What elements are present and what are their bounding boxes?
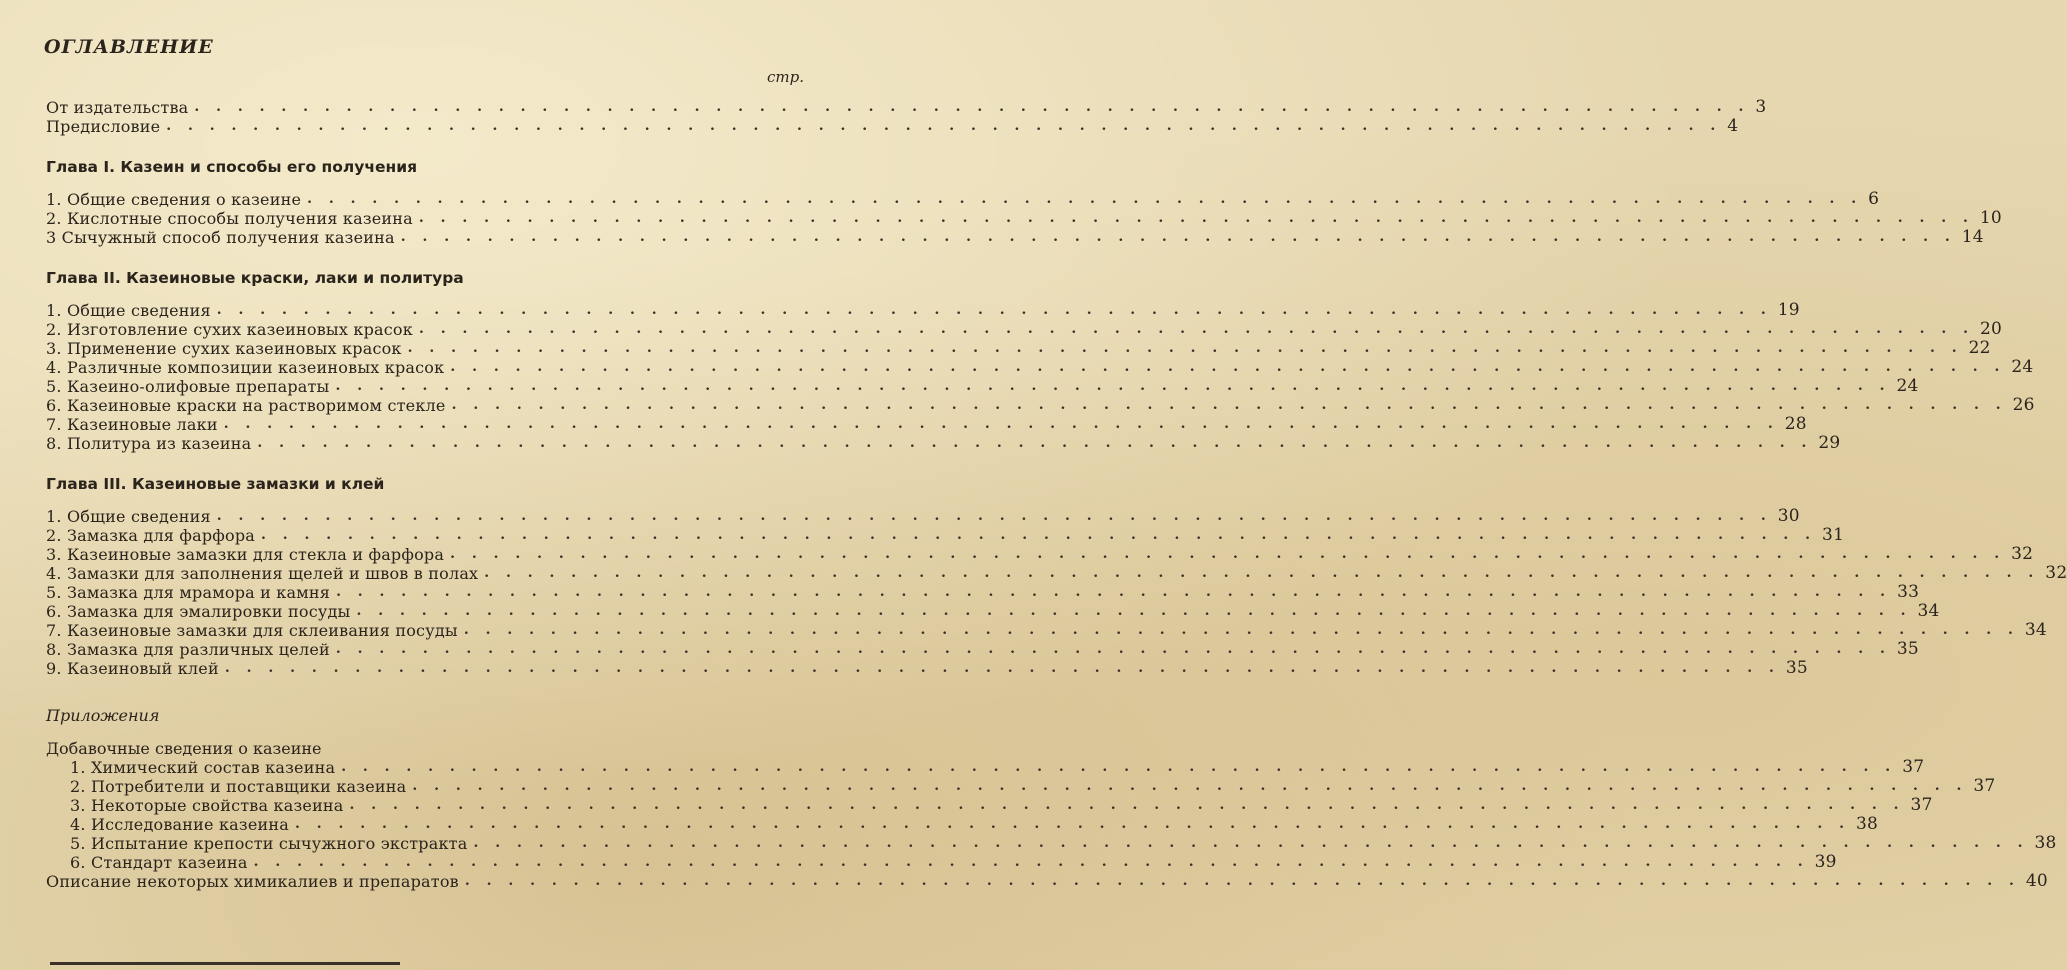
toc-entry [46,357,2034,377]
dot-leader: . . . . . . . . . . . . . . . . . . . . . . . . . . . . . . . . . . . . . . . . . . . . . . . . . . . . . . . . . . . . . . . . . . . . . . . . [253,854,1809,870]
dot-leader: . . . . . . . . . . . . . . . . . . . . . . . . . . . . . . . . . . . . . . . . . . . . . . . . . . . . . . . . . . . . . . . . . . . . . . . . [450,546,2006,562]
entry-page-number: 35 [1785,658,1808,678]
dot-leader: . . . . . . . . . . . . . . . . . . . . . . . . . . . . . . . . . . . . . . . . . . . . . . . . . . . . . . . . . . . . . . . . . . . . . . . . [336,584,1892,600]
toc-entry [46,852,1837,872]
toc-entry [46,639,1919,659]
entry-page-number: 4 [1727,116,1739,136]
entry-title: 2. Изготовление сухих казеиновых красок [46,320,413,339]
dot-leader: . . . . . . . . . . . . . . . . . . . . . . . . . . . . . . . . . . . . . . . . . . . . . . . . . . . . . . . . . . . . . . . . . . . . . . . . [418,210,1974,226]
entry-page-number: 33 [1897,582,1920,602]
entry-title: 4. Исследование казеина [70,815,289,834]
toc-entry [46,544,2034,564]
entry-title: 8. Замазка для различных целей [46,640,330,659]
entry-page-number: 35 [1896,639,1919,659]
toc-page [44,36,2067,891]
entry-title: 2. Потребители и поставщики казеина [70,777,407,796]
entry-page-number: 10 [1979,208,2002,228]
entry-title: 5. Замазка для мрамора и камня [46,583,331,602]
dot-leader: . . . . . . . . . . . . . . . . . . . . . . . . . . . . . . . . . . . . . . . . . . . . . . . . . . . . . . . . . . . . . . . . . . . . . . . . [464,873,2020,889]
dot-leader: . . . . . . . . . . . . . . . . . . . . . . . . . . . . . . . . . . . . . . . . . . . . . . . . . . . . . . . . . . . . . . . . . . . . . . . . [412,778,1968,794]
entry-title: От издательства [46,98,189,117]
entry-page-number: 28 [1784,414,1807,434]
entry-page-number: 19 [1777,300,1800,320]
toc-title: ОГЛАВЛЕНИЕ [44,36,214,58]
entry-title: 6. Стандарт казеина [70,853,248,872]
toc-entry [46,776,1996,796]
appendix-last-entry [46,871,2048,891]
toc-entry [46,563,2067,583]
dot-leader: . . . . . . . . . . . . . . . . . . . . . . . . . . . . . . . . . . . . . . . . . . . . . . . . . . . . . . . . . . . . . . . . . . . . . . . . [418,321,1974,337]
entry-page-number: 14 [1961,227,1984,247]
bottom-rule [50,962,400,965]
entry-page-number: 37 [1902,757,1925,777]
dot-leader: . . . . . . . . . . . . . . . . . . . . . . . . . . . . . . . . . . . . . . . . . . . . . . . . . . . . . . . . . . . . . . . . . . . . . . . . [473,835,2029,851]
dot-leader: . . . . . . . . . . . . . . . . . . . . . . . . . . . . . . . . . . . . . . . . . . . . . . . . . . . . . . . . . . . . . . . . . . . . . . . . [400,229,1956,245]
entry-page-number: 34 [2024,620,2047,640]
entry-page-number: 24 [2011,357,2034,377]
dot-leader: . . . . . . . . . . . . . . . . . . . . . . . . . . . . . . . . . . . . . . . . . . . . . . . . . . . . . . . . . . . . . . . . . . . . . . . . [463,622,2019,638]
entry-title: 6. Казеиновые краски на растворимом стекле [46,396,446,415]
entry-page-number: 31 [1822,525,1845,545]
page-column-label: стр. [767,68,804,86]
dot-leader: . . . . . . . . . . . . . . . . . . . . . . . . . . . . . . . . . . . . . . . . . . . . . . . . . . . . . . . . . . . . . . . . . . . . . . . . [335,641,1891,657]
appendix-intro: Добавочные сведения о казеине [46,739,322,758]
dot-leader: . . . . . . . . . . . . . . . . . . . . . . . . . . . . . . . . . . . . . . . . . . . . . . . . . . . . . . . . . . . . . . . . . . . . . . . . [407,340,1963,356]
appendix-heading: Приложения [46,706,160,725]
entry-page-number: 24 [1896,376,1919,396]
entry-title: 8. Политура из казеина [46,434,252,453]
chapter-heading: Глава III. Казеиновые замазки и клей [46,475,385,493]
dot-leader: . . . . . . . . . . . . . . . . . . . . . . . . . . . . . . . . . . . . . . . . . . . . . . . . . . . . . . . . . . . . . . . . . . . . . . . . [451,397,2007,413]
entry-title: 1. Химический состав казеина [70,758,336,777]
dot-leader: . . . . . . . . . . . . . . . . . . . . . . . . . . . . . . . . . . . . . . . . . . . . . . . . . . . . . . . . . . . . . . . . . . . . . . . . [257,435,1813,451]
toc-entry [46,376,1919,396]
toc-entry [46,97,1767,117]
toc-entry [46,814,1879,834]
entry-page-number: 34 [1917,601,1940,621]
entry-title: 7. Казеиновые лаки [46,415,218,434]
toc-entry [46,506,1800,526]
toc-entry [46,300,1800,320]
entry-title: 2. Кислотные способы получения казеина [46,209,413,228]
toc-entry [46,227,1984,247]
dot-leader: . . . . . . . . . . . . . . . . . . . . . . . . . . . . . . . . . . . . . . . . . . . . . . . . . . . . . . . . . . . . . . . . . . . . . . . . [484,565,2040,581]
entry-title: 1. Общие сведения [46,507,211,526]
dot-leader: . . . . . . . . . . . . . . . . . . . . . . . . . . . . . . . . . . . . . . . . . . . . . . . . . . . . . . . . . . . . . . . . . . . . . . . . [356,603,1912,619]
entry-title: Описание некоторых химикалиев и препаратов [46,872,459,891]
entry-page-number: 32 [2045,563,2067,583]
entry-title: 2. Замазка для фарфора [46,526,256,545]
toc-entry [46,833,2057,853]
entry-page-number: 39 [1814,852,1837,872]
appendix-list [46,757,2057,872]
dot-leader: . . . . . . . . . . . . . . . . . . . . . . . . . . . . . . . . . . . . . . . . . . . . . . . . . . . . . . . . . . . . . . . . . . . . . . . . [261,527,1817,543]
dot-leader: . . . . . . . . . . . . . . . . . . . . . . . . . . . . . . . . . . . . . . . . . . . . . . . . . . . . . . . . . . . . . . . . . . . . . . . . [216,508,1772,524]
entry-title: 5. Казеино-олифовые препараты [46,377,330,396]
toc-entry [46,525,1845,545]
dot-leader: . . . . . . . . . . . . . . . . . . . . . . . . . . . . . . . . . . . . . . . . . . . . . . . . . . . . . . . . . . . . . . . . . . . . . . . . [335,378,1891,394]
entry-page-number: 38 [2034,833,2057,853]
entry-page-number: 26 [2012,395,2035,415]
entry-title: Предисловие [46,117,161,136]
chapter-heading: Глава II. Казеиновые краски, лаки и политура [46,269,464,287]
dot-leader: . . . . . . . . . . . . . . . . . . . . . . . . . . . . . . . . . . . . . . . . . . . . . . . . . . . . . . . . . . . . . . . . . . . . . . . . [341,759,1897,775]
entry-title: 4. Различные композиции казеиновых красок [46,358,445,377]
entry-title: 3. Применение сухих казеиновых красок [46,339,402,358]
entry-page-number: 29 [1818,433,1841,453]
toc-entry [46,116,1739,136]
toc-entry [46,582,1920,602]
dot-leader: . . . . . . . . . . . . . . . . . . . . . . . . . . . . . . . . . . . . . . . . . . . . . . . . . . . . . . . . . . . . . . . . . . . . . . . . [216,302,1772,318]
toc-entry [46,319,2002,339]
dot-leader: . . . . . . . . . . . . . . . . . . . . . . . . . . . . . . . . . . . . . . . . . . . . . . . . . . . . . . . . . . . . . . . . . . . . . . . . [223,416,1779,432]
entry-page-number: 30 [1777,506,1800,526]
toc-entry [46,414,1807,434]
entry-page-number: 37 [1910,795,1933,815]
entry-page-number: 40 [2025,871,2048,891]
entry-title: 1. Общие сведения о казеине [46,190,302,209]
toc-entry [46,871,2048,891]
entry-title: 1. Общие сведения [46,301,211,320]
toc-entry [46,338,1991,358]
toc-entry [46,601,1940,621]
dot-leader: . . . . . . . . . . . . . . . . . . . . . . . . . . . . . . . . . . . . . . . . . . . . . . . . . . . . . . . . . . . . . . . . . . . . . . . . [166,118,1722,134]
toc-entry [46,620,2047,640]
entry-title: 4. Замазки для заполнения щелей и швов в полах [46,564,479,583]
entry-title: 3. Казеиновые замазки для стекла и фарфора [46,545,445,564]
front-matter-list [46,97,1767,136]
entry-title: 7. Казеиновые замазки для склеивания посуды [46,621,458,640]
entry-page-number: 3 [1755,97,1767,117]
entry-page-number: 32 [2011,544,2034,564]
dot-leader: . . . . . . . . . . . . . . . . . . . . . . . . . . . . . . . . . . . . . . . . . . . . . . . . . . . . . . . . . . . . . . . . . . . . . . . . [450,359,2006,375]
toc-entry [46,757,1925,777]
entry-title: 9. Казеиновый клей [46,659,219,678]
toc-entry [46,795,1933,815]
entry-title: 3. Некоторые свойства казеина [70,796,344,815]
entry-page-number: 20 [1979,319,2002,339]
entry-title: 6. Замазка для эмалировки посуды [46,602,351,621]
entry-page-number: 38 [1855,814,1879,834]
dot-leader: . . . . . . . . . . . . . . . . . . . . . . . . . . . . . . . . . . . . . . . . . . . . . . . . . . . . . . . . . . . . . . . . . . . . . . . . [349,797,1905,813]
entry-title: 3 Сычужный способ получения казеина [46,228,395,247]
dot-leader: . . . . . . . . . . . . . . . . . . . . . . . . . . . . . . . . . . . . . . . . . . . . . . . . . . . . . . . . . . . . . . . . . . . . . . . . [194,99,1750,115]
entry-page-number: 6 [1868,189,1880,209]
chapters [46,158,2067,678]
toc-entry [46,208,2002,228]
dot-leader: . . . . . . . . . . . . . . . . . . . . . . . . . . . . . . . . . . . . . . . . . . . . . . . . . . . . . . . . . . . . . . . . . . . . . . . . [224,660,1780,676]
toc-entry [46,433,1841,453]
toc-entry [46,658,1808,678]
toc-entry [46,395,2035,415]
entry-page-number: 22 [1968,338,1991,358]
dot-leader: . . . . . . . . . . . . . . . . . . . . . . . . . . . . . . . . . . . . . . . . . . . . . . . . . . . . . . . . . . . . . . . . . . . . . . . . [307,191,1863,207]
entry-page-number: 37 [1973,776,1996,796]
chapter-heading: Глава I. Казеин и способы его получения [46,158,418,176]
dot-leader: . . . . . . . . . . . . . . . . . . . . . . . . . . . . . . . . . . . . . . . . . . . . . . . . . . . . . . . . . . . . . . . . . . . . . . . . [294,816,1850,832]
toc-entry [46,189,1880,209]
entry-title: 5. Испытание крепости сычужного экстракта [70,834,468,853]
